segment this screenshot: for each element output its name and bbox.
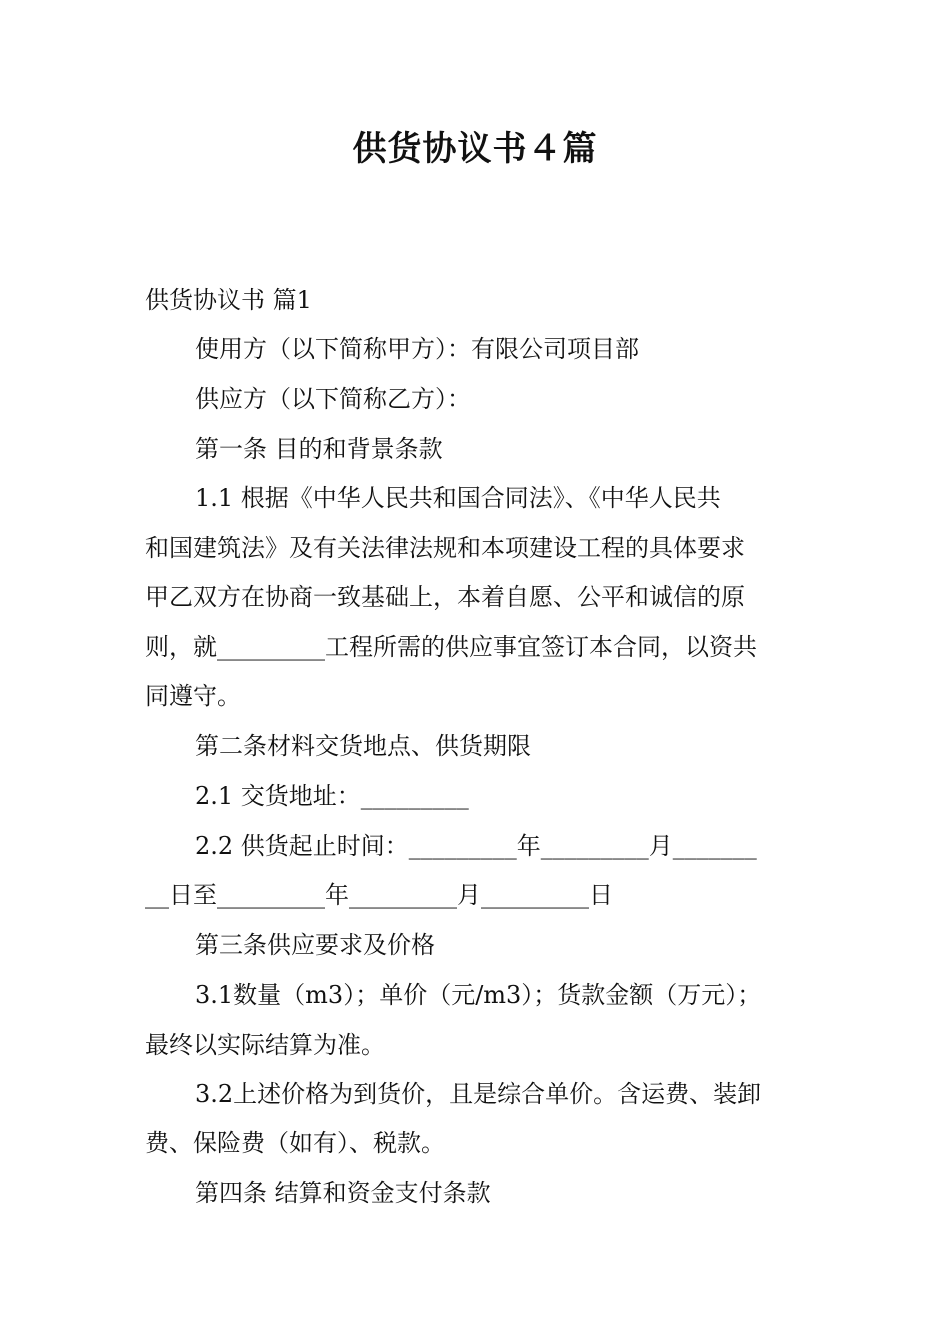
paragraph-line: 最终以实际结算为准。 (145, 1031, 385, 1059)
paragraph-line: 同遵守。 (145, 682, 241, 710)
clause-heading: 第二条材料交货地点、供货期限 (195, 732, 531, 760)
paragraph-line: 甲乙双方在协商一致基础上，本着自愿、公平和诚信的原 (145, 583, 745, 611)
document-title: 供货协议书４篇 (352, 129, 598, 169)
paragraph-line: 费、保险费（如有）、税款。 (145, 1129, 445, 1157)
paragraph-line: 2.1 交货地址：_________ (195, 782, 469, 810)
clause-heading: 第三条供应要求及价格 (195, 931, 435, 959)
paragraph-line: 和国建筑法》及有关法律法规和本项建设工程的具体要求 (145, 534, 745, 562)
paragraph-line: 2.2 供货起止时间：_________年_________月_______ (195, 832, 757, 860)
paragraph-line: 1.1 根据《中华人民共和国合同法》、《中华人民共 (195, 484, 721, 512)
paragraph-line: 3.2上述价格为到货价，且是综合单价。含运费、装卸 (195, 1080, 762, 1108)
clause-heading: 第一条 目的和背景条款 (195, 435, 443, 463)
section-heading: 供货协议书 篇1 (145, 286, 312, 314)
paragraph-line: 供应方（以下简称乙方）： (195, 385, 471, 413)
paragraph-line: 3.1数量（m3）；单价（元/m3）；货款金额（万元）； (195, 981, 762, 1009)
clause-heading: 第四条 结算和资金支付条款 (195, 1179, 491, 1207)
paragraph-line: 则，就_________工程所需的供应事宜签订本合同，以资共 (145, 633, 757, 661)
paragraph-line: __日至_________年_________月_________日 (145, 881, 613, 909)
paragraph-line: 使用方（以下简称甲方）：有限公司项目部 (195, 335, 639, 363)
